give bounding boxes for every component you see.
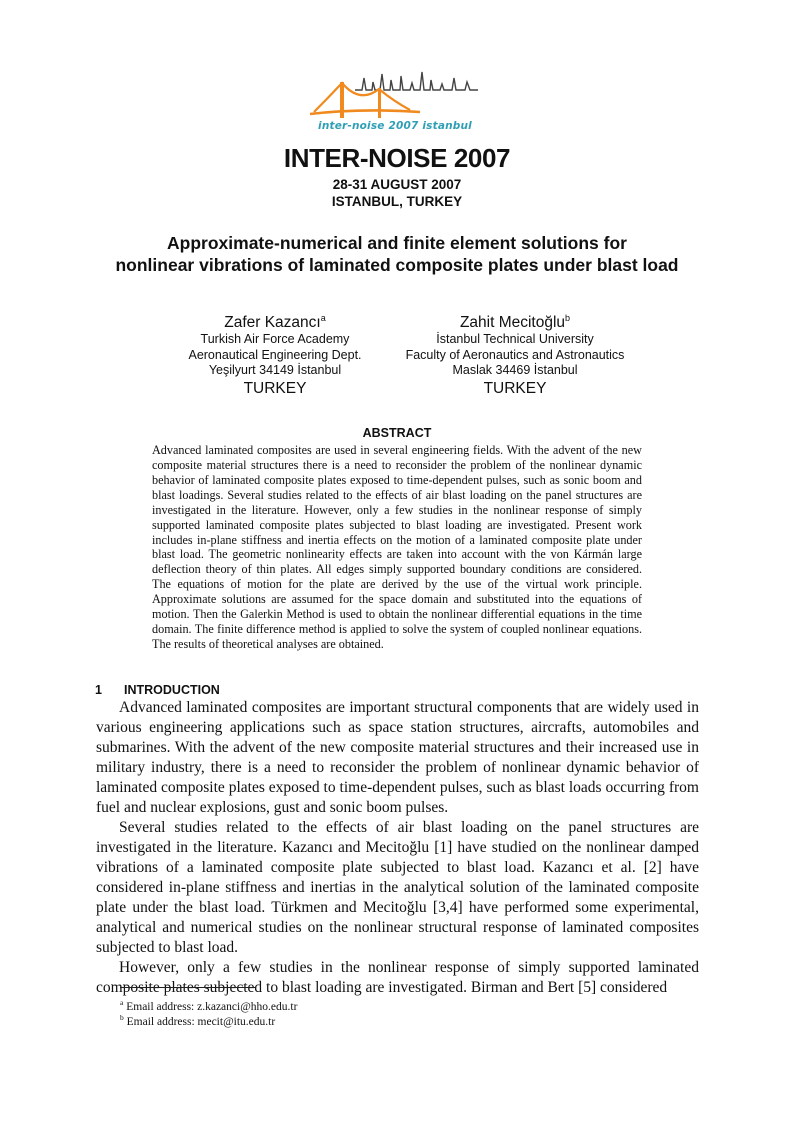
author-footnote-mark: b <box>565 313 571 323</box>
logo-text: inter-noise 2007 istanbul <box>318 120 472 132</box>
bridge-tower-right <box>378 88 381 118</box>
author-address: Yeşilyurt 34149 İstanbul <box>208 363 342 378</box>
author-name: Zahit Mecitoğlu <box>459 314 566 332</box>
bridge-skyline-logo-icon <box>300 68 490 124</box>
section-title: INTRODUCTION <box>124 683 220 697</box>
author-department: Aeronautical Engineering Dept. <box>188 347 362 362</box>
bridge-deck <box>310 110 420 114</box>
paper-title-line-1: Approximate-numerical and finite element solutions for <box>167 233 627 253</box>
skyline-shape <box>355 72 478 90</box>
paragraph: However, only a few studies in the nonlinear response of simply supported laminated composite plates subjected to blast loading are investigated. Birman and Bert [5] considered <box>96 959 699 996</box>
paragraph: Several studies related to the effects of air blast loading on the panel structures are investigated in the literature. Kazancı and Mecitoğlu [1] have studied on the nonlinear damped vibrations of a laminated composite plate subjected to blast load. Kazancı et al. [2] have considered in-plane stiffness and inertias in the analytical solution of the laminated composite plate under the blast load. Türkmen and Mecitoğlu [3,4] have performed some experimental, analytical and numerical studies on the nonlinear structural response of laminated composites subjected to blast load. <box>96 819 699 956</box>
abstract-text: Advanced laminated composites are used in several engineering fields. With the advent of the new composite material structures there is a need to reconsider the problem of the nonlinear dynamic behavior of laminated composite plates exposed to time-dependent pulses, such as sonic boom and blast loadings. Several studies related to the effects of air blast loading on the panel structures are investigated in the literature. However, only a few studies in the nonlinear response of simply supported laminated composite plates subjected to blast loading are investigated. Present work includes in-plane stiffness and inertia effects on the motion of a laminated composite plate under blast load. The geometric nonlinearity effects are taken into account with the von Kármán large deflection theory of thin plates. All edges simply supported boundary conditions are considered. The equations of motion for the plate are derived by the use of the virtual work principle. Approximate solutions are assumed for the space domain and substituted into the equations of motion. Then the Galerkin Method is used to obtain the nonlinear differential equations in the time domain. The finite difference method is applied to solve the system of coupled nonlinear equations. The results of theoretical analyses are obtained. <box>152 443 642 651</box>
paragraph: Advanced laminated composites are important structural components that are widely used in various engineering applications such as space station structures, aircrafts, automobiles and submarines. With the advent of the new composite material structures and their increased use in military industry, there is a need to reconsider the problem of nonlinear dynamic behavior of laminated composite plates exposed to time-dependent pulses, such as blast loads occurring from fuel and nuclear explosions, gust and sonic boom pulses. <box>96 699 699 816</box>
conference-place: ISTANBUL, TURKEY <box>331 194 463 209</box>
author-block-1 <box>160 309 390 398</box>
section-heading <box>95 683 220 697</box>
conference-logo <box>300 68 490 136</box>
paper-title <box>60 232 734 276</box>
footnote-divider <box>120 987 256 988</box>
author-country: TURKEY <box>483 379 547 397</box>
conference-name: INTER-NOISE 2007 <box>283 143 511 173</box>
footnote-mark: b <box>120 1013 124 1022</box>
section-number: 1 <box>95 683 102 697</box>
author-country: TURKEY <box>243 379 307 397</box>
author-department: Faculty of Aeronautics and Astronautics <box>405 347 625 362</box>
conference-date: 28-31 AUGUST 2007 <box>332 177 462 192</box>
footnote-mark: a <box>120 998 124 1007</box>
author-footnote-mark: a <box>320 313 326 323</box>
author-affiliation: İstanbul Technical University <box>436 332 594 347</box>
footnote-text: Email address: z.kazanci@hho.edu.tr <box>126 1000 298 1013</box>
author-address: Maslak 34469 İstanbul <box>452 363 578 378</box>
author-name: Zafer Kazancı <box>224 314 321 332</box>
section-body <box>96 698 699 998</box>
author-block-2 <box>390 309 640 398</box>
footnote <box>120 1011 275 1029</box>
abstract-heading: ABSTRACT <box>362 426 432 440</box>
footnote-text: Email address: mecit@itu.edu.tr <box>126 1015 276 1028</box>
author-affiliation: Turkish Air Force Academy <box>200 332 350 347</box>
paper-title-line-2: nonlinear vibrations of laminated composite plates under blast load <box>115 255 679 275</box>
